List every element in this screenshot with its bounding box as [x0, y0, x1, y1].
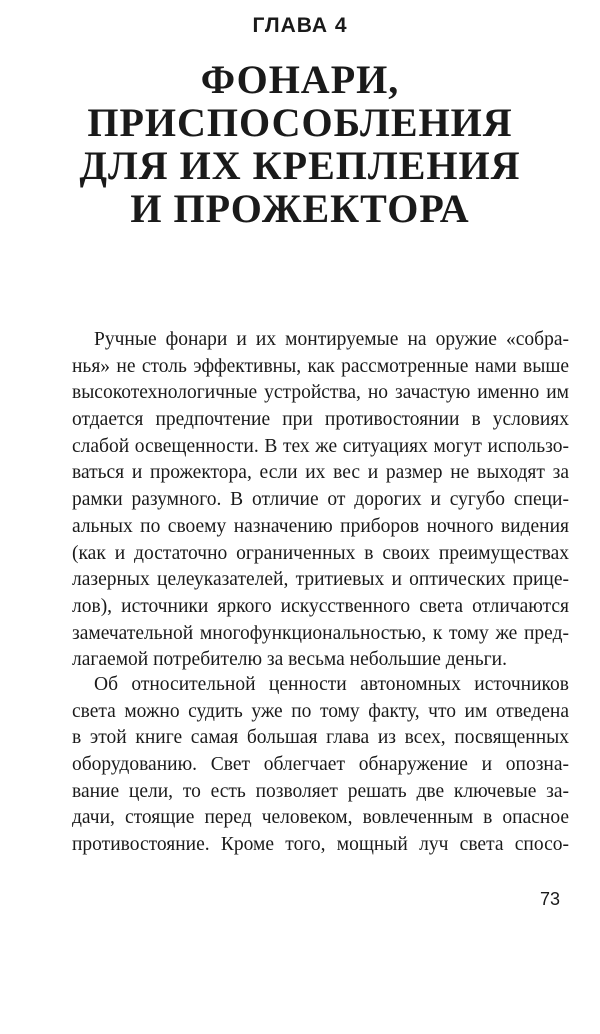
chapter-title: [0, 58, 600, 230]
title-line: И ПРОЖЕКТОРА: [130, 186, 470, 231]
page-number: 73: [540, 889, 561, 909]
text-line: (как и достаточно ограниченных в своих преимуществах: [72, 542, 569, 564]
text-line: рамки разумного. В отличие от дорогих и сугубо специ-: [72, 489, 569, 511]
text-line: замечательной многофункциональностью, к тому же пред-: [72, 622, 569, 644]
text-line: высокотехнологичные устройства, но зачастую именно им: [72, 382, 569, 404]
text-line: вание цели, то есть позволяет решать две ключевые за-: [72, 780, 569, 802]
text-line: нья» не столь эффективны, как рассмотренные нами выше: [72, 355, 569, 377]
text-line: дачи, стоящие перед человеком, вовлеченным в опасное: [72, 807, 569, 829]
text-line: лов), источники яркого искусственного света отличаются: [72, 595, 569, 617]
text-line: света можно судить уже по тому факту, что им отведена: [72, 700, 569, 722]
title-line: ДЛЯ ИХ КРЕПЛЕНИЯ: [79, 143, 521, 188]
chapter-label: ГЛАВА 4: [252, 14, 348, 37]
text-line: альных по своему назначению приборов ночного видения: [72, 515, 569, 537]
text-line: отдается предпочтение при противостоянии в условиях: [72, 409, 569, 431]
text-line: оборудованию. Свет облегчает обнаружение и опозна-: [72, 754, 569, 776]
text-line: ваться и прожектора, если их вес и размер не выходят за: [72, 462, 569, 484]
paragraph-2: [72, 672, 569, 859]
text-line: противостояние. Кроме того, мощный луч света спосо-: [72, 834, 569, 856]
text-line: слабой освещенности. В тех же ситуациях могут использо-: [72, 435, 569, 457]
text-line: Ручные фонари и их монтируемые на оружие «собра-: [94, 329, 569, 350]
text-line: лазерных целеуказателей, тритиевых и оптических прице-: [72, 569, 569, 591]
paragraph-1: [72, 327, 569, 674]
title-line: ФОНАРИ,: [200, 57, 400, 102]
text-line: лагаемой потребителю за весьма небольшие деньги.: [72, 649, 507, 671]
text-line: Об относительной ценности автономных источников: [94, 674, 569, 695]
text-line: в этой книге самая большая глава из всех, посвященных: [72, 727, 569, 749]
title-line: ПРИСПОСОБЛЕНИЯ: [87, 100, 513, 145]
